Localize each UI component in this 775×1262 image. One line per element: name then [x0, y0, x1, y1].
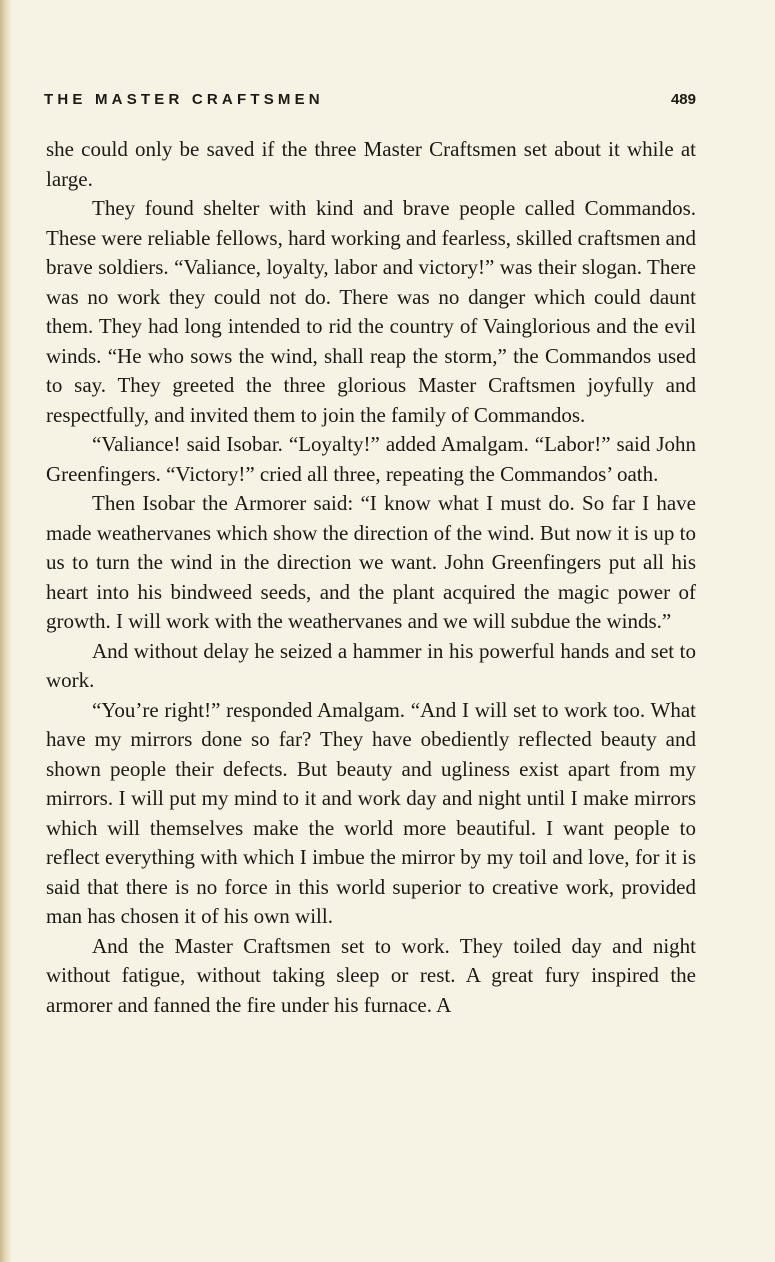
paragraph-continued: she could only be saved if the three Master Craftsmen set about it while at large.	[46, 137, 696, 191]
running-header	[44, 88, 696, 112]
paragraph: And the Master Craftsmen set to work. They toiled day and night without fatigue, without taking sleep or rest. A great fury inspired the armorer and fanned the fire under his furnace. A	[46, 933, 696, 1017]
paragraph: And without delay he seized a hammer in his powerful hands and set to work.	[46, 638, 696, 692]
paragraph: They found shelter with kind and brave people called Commandos. These were reliable fellows, hard working and fearless, skilled craftsmen and brave soldiers. “Valiance, loyalty, labor and victory!” was their slogan. There was no work they could not do. There was no danger which could daunt them. They had long intended to rid the country of Vainglorious and the evil winds. “He who sows the wind, shall reap the storm,” the Commandos used to say. They greeted the three glorious Master Craftsmen joyfully and respectfully, and invited them to join the family of Commandos.	[46, 196, 696, 427]
body-text	[46, 135, 696, 1020]
paragraph: “You’re right!” responded Amalgam. “And I will set to work too. What have my mirrors done so far? They have obediently reflected beauty and shown people their defects. But beauty and ugliness exist apart from my mirrors. I will put my mind to it and work day and night until I make mirrors which will themselves make the world more beautiful. I want people to reflect everything with which I imbue the mirror by my toil and love, for it is said that there is no force in this world superior to creative work, provided man has chosen it of his own will.	[46, 697, 696, 928]
paragraph: “Valiance! said Isobar. “Loyalty!” added Amalgam. “Labor!” said John Greenfingers. “Victory!” cried all three, repeating the Commandos’ oath.	[46, 432, 696, 486]
paragraph: Then Isobar the Armorer said: “I know what I must do. So far I have made weathervanes which show the direction of the wind. But now it is up to us to turn the wind in the direction we want. John Greenfingers put all his heart into his bindweed seeds, and the plant acquired the magic power of growth. I will work with the weathervanes and we will subdue the winds.”	[46, 491, 696, 633]
running-title: THE MASTER CRAFTSMEN	[44, 91, 324, 108]
page-number: 489	[670, 91, 696, 108]
